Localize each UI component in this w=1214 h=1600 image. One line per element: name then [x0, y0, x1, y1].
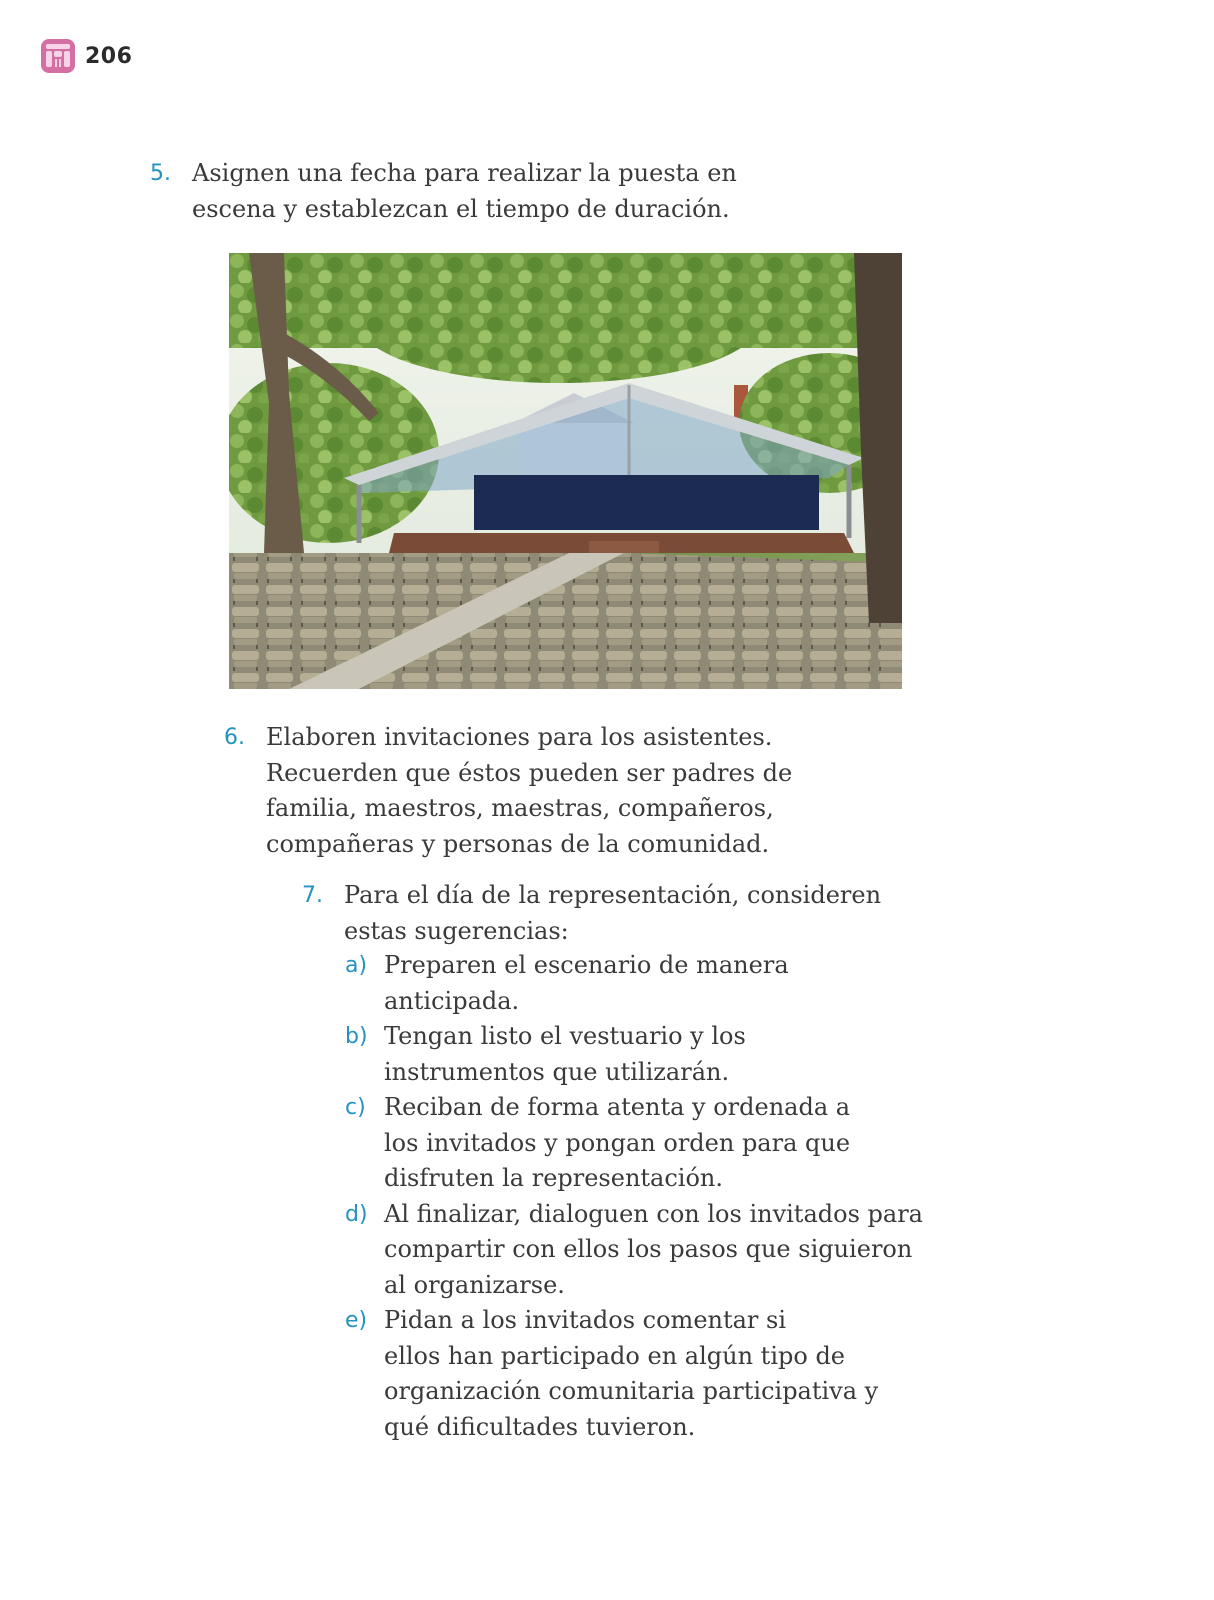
text-line: al organizarse.	[384, 1270, 565, 1299]
item-number: 5.	[150, 161, 171, 186]
suggestion-letter: c)	[345, 1095, 366, 1120]
text-line: Reciban de forma atenta y ordenada a	[384, 1093, 851, 1121]
text-line: Al finalizar, dialoguen con los invitados para	[384, 1199, 923, 1228]
text-line: estas sugerencias:	[344, 916, 569, 945]
item-text	[344, 878, 881, 949]
text-line: anticipada.	[384, 986, 520, 1015]
item-number: 7.	[302, 883, 323, 908]
text-line: Tengan listo el vestuario y los	[384, 1022, 746, 1050]
text-line: Recuerden que éstos pueden ser padres de	[266, 758, 793, 787]
suggestion-c	[345, 1090, 923, 1197]
text-line: compartir con ellos los pasos que siguieron	[384, 1235, 913, 1263]
suggestion-letter: a)	[345, 953, 368, 978]
text-line: qué dificultades tuvieron.	[384, 1412, 696, 1441]
suggestion-letter: d)	[345, 1201, 368, 1227]
suggestion-a	[345, 948, 923, 1019]
instruction-item-7	[302, 878, 881, 949]
item-number: 6.	[224, 725, 245, 750]
text-line: los invitados y pongan orden para que	[384, 1128, 851, 1157]
text-line: familia, maestros, maestras, compañeros,	[266, 794, 774, 822]
glyph-icon	[40, 38, 76, 74]
page-header	[40, 38, 132, 74]
suggestion-e	[345, 1303, 923, 1445]
page-number: 206	[85, 43, 133, 69]
suggestion-d	[345, 1197, 923, 1304]
text-line: ellos han participado en algún tipo de	[384, 1341, 846, 1370]
suggestion-list	[345, 948, 923, 1445]
text-line: disfruten la representación.	[384, 1164, 724, 1192]
instruction-item-6	[224, 720, 792, 862]
text-line: compañeras y personas de la comunidad.	[266, 829, 770, 858]
text-line: Pidan a los invitados comentar si	[384, 1306, 787, 1334]
text-line: escena y establezcan el tiempo de duración.	[192, 194, 730, 223]
text-line: Asignen una fecha para realizar la puesta en	[192, 159, 737, 187]
suggestion-b	[345, 1019, 923, 1090]
text-line: Para el día de la representación, consideren	[344, 881, 882, 909]
item-text	[192, 156, 737, 227]
instruction-item-5	[150, 156, 737, 227]
outdoor-stage-photo	[229, 253, 902, 689]
text-line: Elaboren invitaciones para los asistentes.	[266, 723, 773, 751]
suggestion-letter: b)	[345, 1024, 368, 1049]
text-line: instrumentos que utilizarán.	[384, 1057, 730, 1086]
suggestion-letter: e)	[345, 1308, 368, 1333]
text-line: organización comunitaria participativa y	[384, 1377, 879, 1405]
item-text	[266, 720, 792, 862]
text-line: Preparen el escenario de manera	[384, 951, 789, 979]
